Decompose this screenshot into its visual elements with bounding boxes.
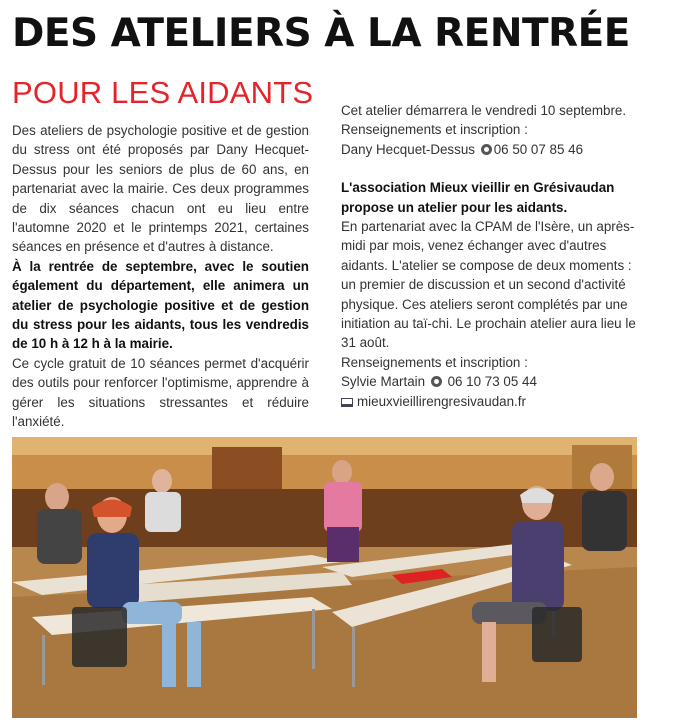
contact-name-1: Dany Hecquet-Dessus <box>341 141 475 157</box>
workshop-photo <box>12 437 637 718</box>
spacer <box>341 159 643 178</box>
article-subhead: POUR LES AIDANTS <box>12 75 314 110</box>
phone-icon <box>431 376 442 387</box>
announcement-paragraph: À la rentrée de septembre, avec le soutien également du département, elle animera un atelier de psychologie positive et de gestion du stress pour les aidants, tous les vendredis de 10 h à 12 h à la mairie. <box>12 258 309 352</box>
contact-phone-2: 06 10 73 05 44 <box>447 374 537 390</box>
computer-icon <box>341 398 353 407</box>
start-date-line: Cet atelier démarrera le vendredi 10 septembre. <box>341 103 627 118</box>
website-line <box>341 392 643 411</box>
intro-paragraph: Des ateliers de psychologie positive et de gestion du stress ont été proposés par Dany Hecquet-Dessus pour les seniors de plus de 60 ans, en partenariat avec la mairie. Ces deux programmes de dix séances chacun ont eu lieu entre l'automne 2020 et le printemps 2021, certaines séances en présence et d'autres à distance. <box>12 123 309 255</box>
contact-phone-1: 06 50 07 85 46 <box>493 141 584 157</box>
info-label-2: Renseignements et inscription : <box>341 354 528 370</box>
info-label: Renseignements et inscription : <box>341 122 528 138</box>
article-headline: DES ATELIERS À LA RENTRÉE <box>12 11 630 56</box>
association-paragraph: En partenariat avec la CPAM de l'Isère, un après-midi par mois, venez échanger avec d'autres aidants. L'atelier se compose de deux moments : un premier de discussion et un second d'activité physique. Ces ateliers seront complétés par une initiation au taï-chi. Le prochain atelier aura lieu le 31 août. <box>341 219 636 351</box>
contact-name-2: Sylvie Martain <box>341 374 426 390</box>
contact-line-2 <box>341 372 643 391</box>
workshop-photo-illustration <box>12 437 637 718</box>
association-heading: L'association Mieux vieillir en Grésivaudan propose un atelier pour les aidants. <box>341 180 615 215</box>
phone-icon <box>481 144 492 155</box>
cycle-paragraph: Ce cycle gratuit de 10 séances permet d'acquérir des outils pour renforcer l'optimisme, apprendre à gérer les situations stressantes et réduire l'anxiété. <box>12 355 309 430</box>
right-column <box>341 101 643 411</box>
contact-line-1 <box>341 140 643 159</box>
left-column <box>12 121 309 432</box>
website-link[interactable]: mieuxvieillirengresivaudan.fr <box>357 393 526 409</box>
